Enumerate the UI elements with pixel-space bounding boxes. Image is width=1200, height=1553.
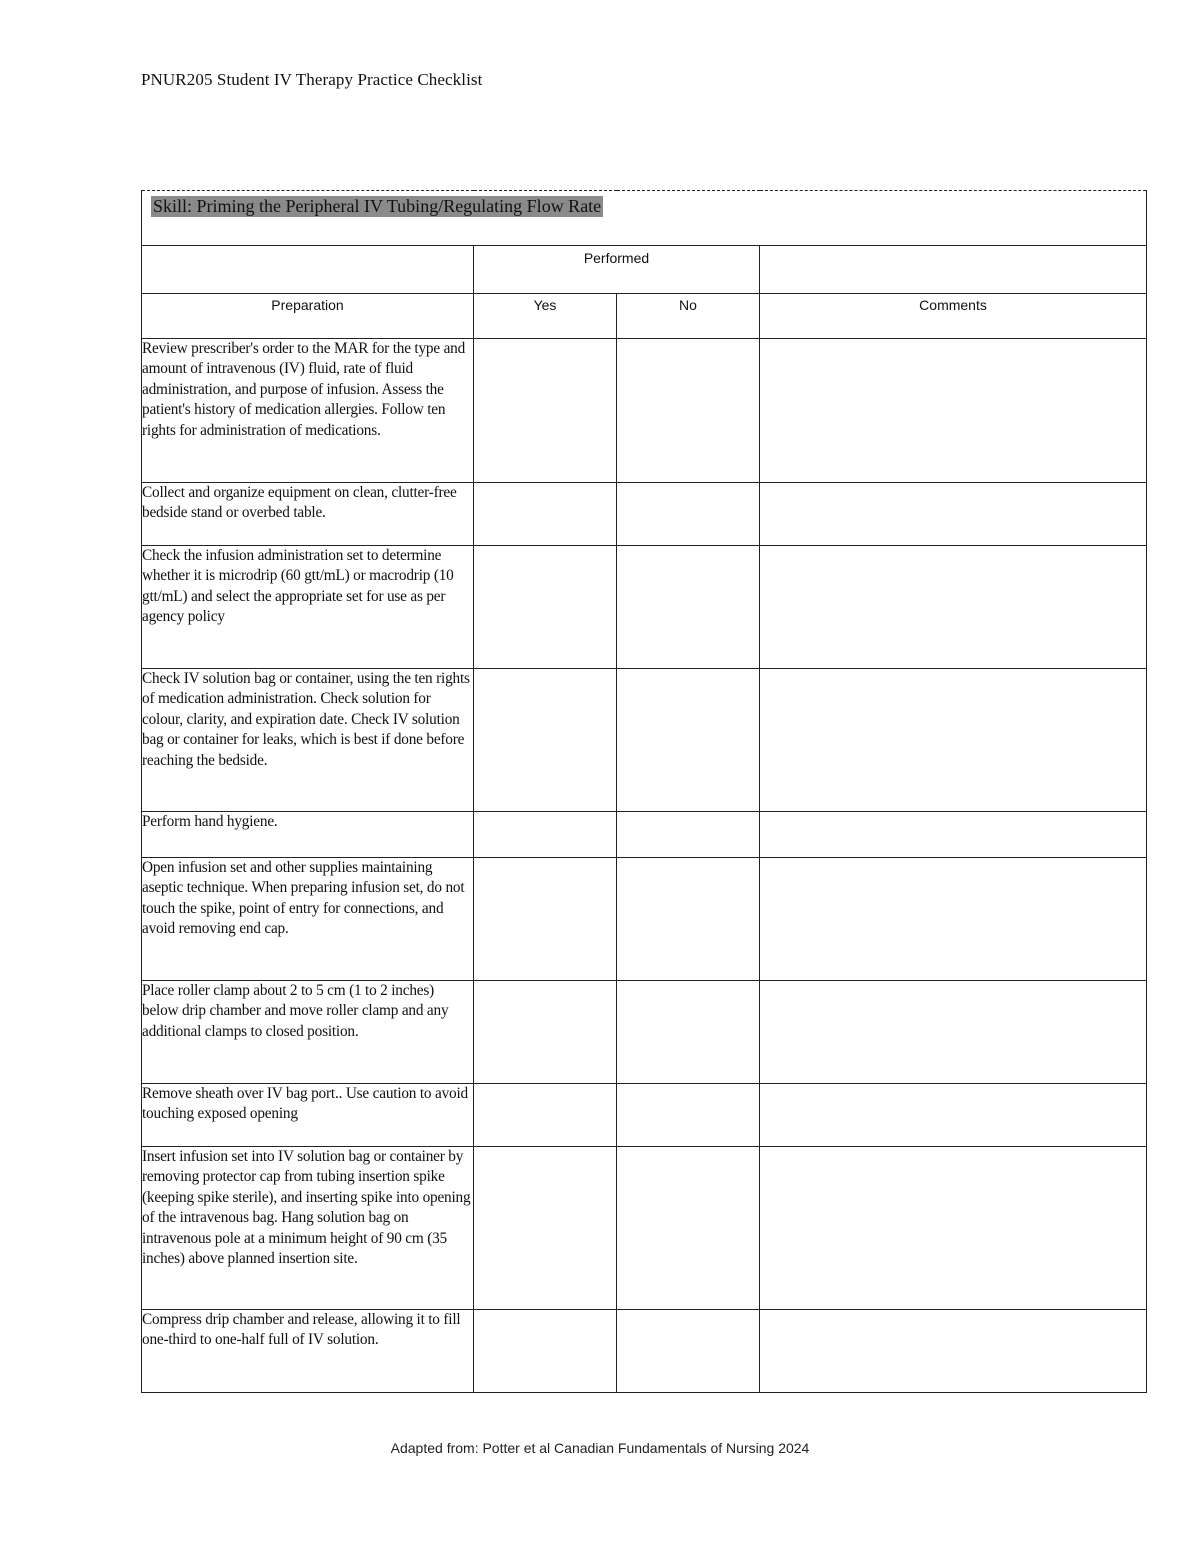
comments-cell[interactable]	[760, 669, 1147, 812]
no-cell[interactable]	[617, 483, 760, 546]
yes-cell[interactable]	[474, 1310, 617, 1393]
step-description: Check the infusion administration set to determine whether it is microdrip (60 gtt/mL) or macrodrip (10 gtt/mL) and select the appropriate set for use as per agency policy	[142, 546, 474, 669]
no-cell[interactable]	[617, 339, 760, 483]
comments-cell[interactable]	[760, 1084, 1147, 1147]
skill-row	[142, 191, 1147, 246]
skill-title: Skill: Priming the Peripheral IV Tubing/Regulating Flow Rate	[153, 196, 602, 216]
performed-header-row	[142, 246, 1147, 294]
yes-header: Yes	[474, 294, 617, 339]
comments-cell[interactable]	[760, 858, 1147, 981]
step-description: Place roller clamp about 2 to 5 cm (1 to 2 inches) below drip chamber and move roller clamp and any additional clamps to closed position.	[142, 981, 474, 1084]
preparation-header: Preparation	[142, 294, 474, 339]
step-description: Review prescriber's order to the MAR for the type and amount of intravenous (IV) fluid, rate of fluid administration, and purpose of infusion. Assess the patient's history of medication allergies. Follow ten rights for administration of medications.	[142, 339, 474, 483]
comments-cell[interactable]	[760, 1310, 1147, 1393]
performed-header: Performed	[474, 246, 760, 294]
yes-cell[interactable]	[474, 981, 617, 1084]
footer-citation: Adapted from: Potter et al Canadian Fundamentals of Nursing 2024	[390, 1440, 810, 1456]
no-cell[interactable]	[617, 1147, 760, 1310]
no-cell[interactable]	[617, 812, 760, 858]
comments-cell[interactable]	[760, 546, 1147, 669]
no-header: No	[617, 294, 760, 339]
step-description: Collect and organize equipment on clean, clutter-free bedside stand or overbed table.	[142, 483, 474, 546]
yes-cell[interactable]	[474, 858, 617, 981]
no-cell[interactable]	[617, 1310, 760, 1393]
comments-cell[interactable]	[760, 812, 1147, 858]
table-row	[142, 981, 1147, 1084]
comments-cell[interactable]	[760, 339, 1147, 483]
step-description: Perform hand hygiene.	[142, 812, 474, 858]
yes-cell[interactable]	[474, 546, 617, 669]
table-row	[142, 669, 1147, 812]
table-row	[142, 858, 1147, 981]
document-header: PNUR205 Student IV Therapy Practice Checklist	[141, 70, 483, 89]
table-row	[142, 1084, 1147, 1147]
table-row	[142, 546, 1147, 669]
step-description: Insert infusion set into IV solution bag or container by removing protector cap from tubing insertion spike (keeping spike sterile), and inserting spike into opening of the intravenous bag. Hang solution bag on intravenous pole at a minimum height of 90 cm (35 inches) above planned insertion site.	[142, 1147, 474, 1310]
table-row	[142, 1310, 1147, 1393]
comments-header: Comments	[760, 294, 1147, 339]
step-description: Check IV solution bag or container, using the ten rights of medication administration. Check solution for colour, clarity, and expiration date. Check IV solution bag or container for leaks, which is best if done before reaching the bedside.	[142, 669, 474, 812]
yes-cell[interactable]	[474, 812, 617, 858]
no-cell[interactable]	[617, 858, 760, 981]
no-cell[interactable]	[617, 546, 760, 669]
no-cell[interactable]	[617, 1084, 760, 1147]
no-cell[interactable]	[617, 981, 760, 1084]
yes-cell[interactable]	[474, 669, 617, 812]
checklist-table	[141, 190, 1147, 1393]
yes-cell[interactable]	[474, 1084, 617, 1147]
step-description: Open infusion set and other supplies maintaining aseptic technique. When preparing infusion set, do not touch the spike, point of entry for connections, and avoid removing end cap.	[142, 858, 474, 981]
column-header-row	[142, 294, 1147, 339]
comments-cell[interactable]	[760, 1147, 1147, 1310]
yes-cell[interactable]	[474, 339, 617, 483]
step-description: Remove sheath over IV bag port.. Use caution to avoid touching exposed opening	[142, 1084, 474, 1147]
comments-cell[interactable]	[760, 981, 1147, 1084]
table-row	[142, 812, 1147, 858]
yes-cell[interactable]	[474, 1147, 617, 1310]
no-cell[interactable]	[617, 669, 760, 812]
yes-cell[interactable]	[474, 483, 617, 546]
comments-cell[interactable]	[760, 483, 1147, 546]
table-row	[142, 1147, 1147, 1310]
step-description: Compress drip chamber and release, allowing it to fill one-third to one-half full of IV solution.	[142, 1310, 474, 1393]
table-row	[142, 339, 1147, 483]
table-row	[142, 483, 1147, 546]
